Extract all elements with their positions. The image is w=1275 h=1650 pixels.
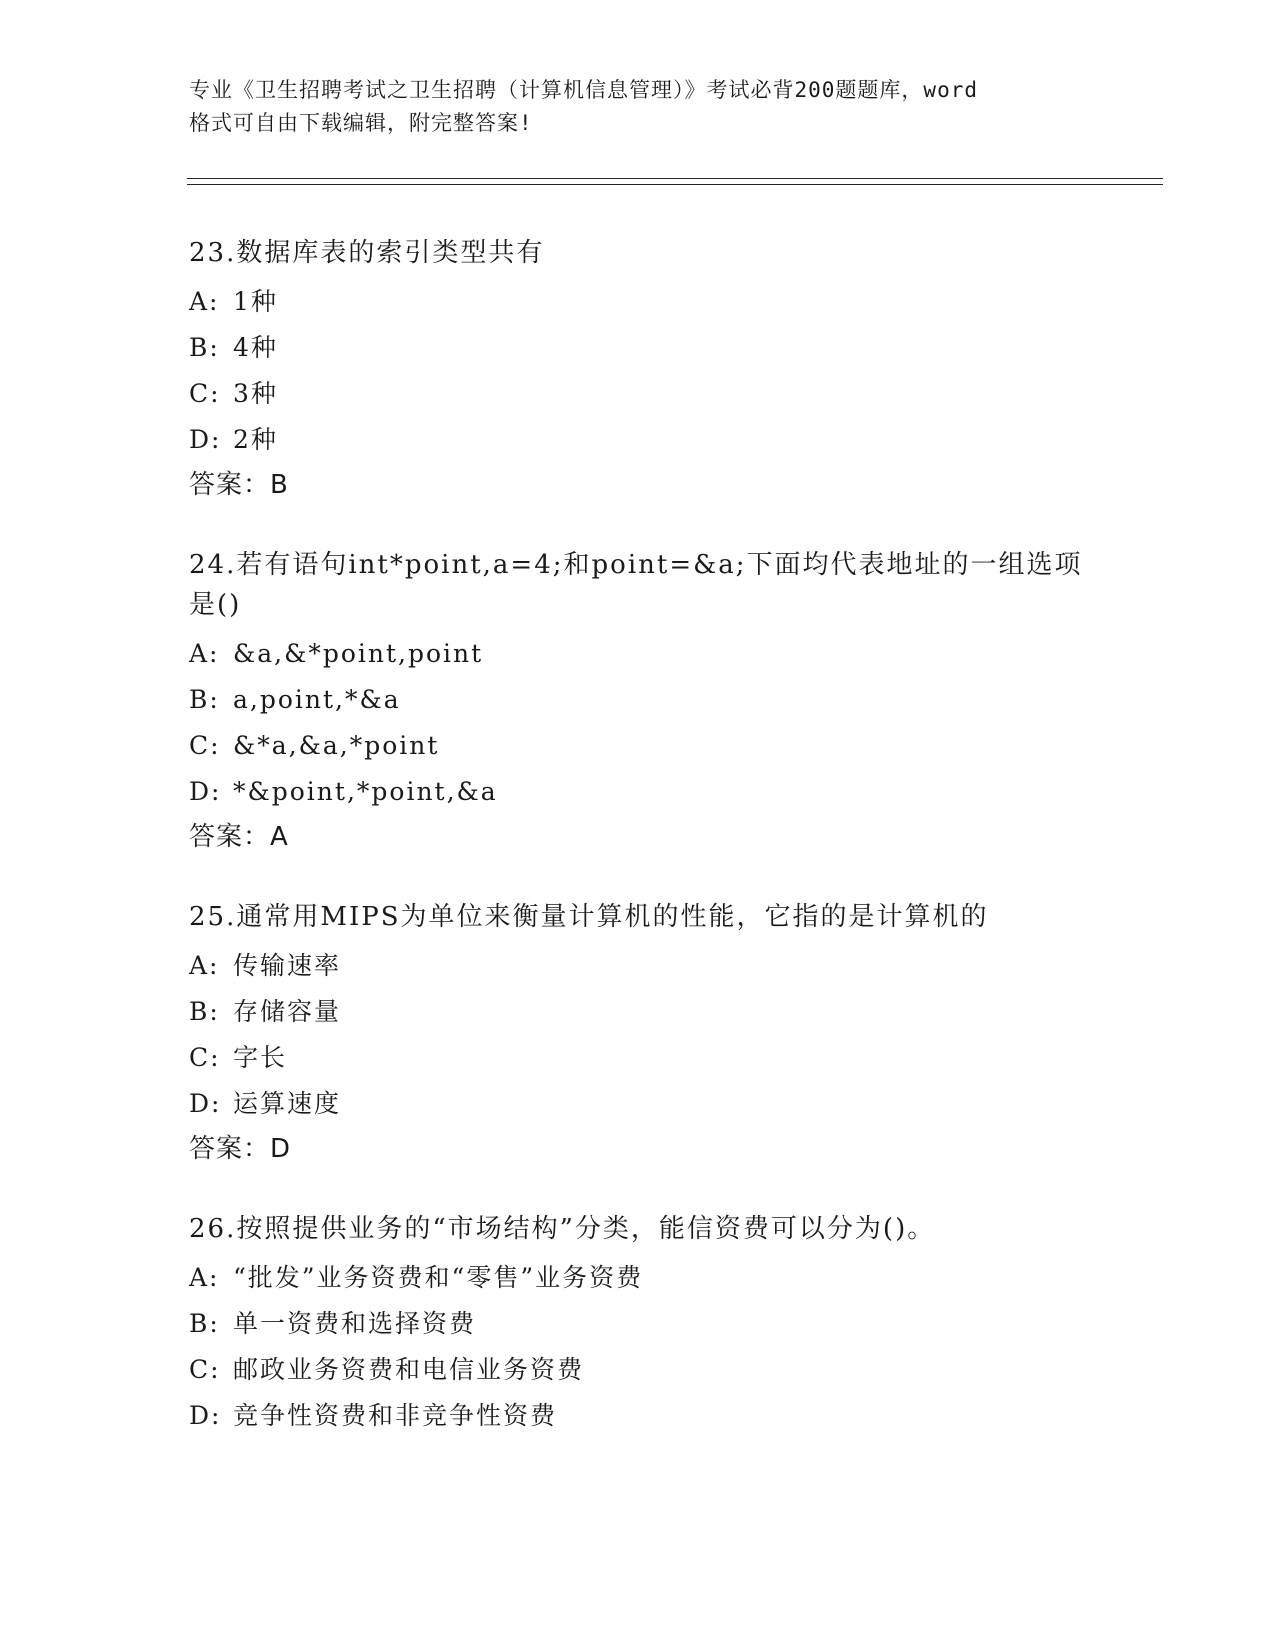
option-c xyxy=(189,1347,1149,1393)
document-header xyxy=(189,74,1089,140)
question-stem: 25.通常用MIPS为单位来衡量计算机的性能，它指的是计算机的 xyxy=(189,902,989,932)
question-stem: 26.按照提供业务的“市场结构”分类，能信资费可以分为()。 xyxy=(189,1214,936,1244)
question-23 xyxy=(189,233,1149,507)
option-text: 3种 xyxy=(233,379,278,408)
option-key: B: xyxy=(189,997,220,1026)
option-text: *&point,*point,&a xyxy=(233,777,498,806)
option-b xyxy=(189,1301,1149,1347)
question-stem-line-2: 是() xyxy=(189,590,242,620)
option-a xyxy=(189,1255,1149,1301)
option-text: 1种 xyxy=(233,287,278,316)
option-text: 运算速度 xyxy=(233,1089,342,1118)
option-d xyxy=(189,417,1149,463)
option-b xyxy=(189,989,1149,1035)
answer-line: 答案：A xyxy=(189,822,289,852)
option-text: 存储容量 xyxy=(233,997,342,1026)
option-text: 邮政业务资费和电信业务资费 xyxy=(233,1355,585,1384)
option-d xyxy=(189,769,1149,815)
option-key: C: xyxy=(189,731,221,760)
option-c xyxy=(189,371,1149,417)
answer-line: 答案：B xyxy=(189,470,289,500)
header-divider-top xyxy=(187,178,1163,179)
option-text: 2种 xyxy=(233,425,278,454)
option-text: 单一资费和选择资费 xyxy=(233,1309,477,1338)
option-key: B: xyxy=(189,333,220,362)
option-key: D: xyxy=(189,777,222,806)
question-26 xyxy=(189,1209,1149,1439)
question-stem: 23.数据库表的索引类型共有 xyxy=(189,238,545,268)
option-text: &*a,&a,*point xyxy=(233,731,440,760)
option-c xyxy=(189,1035,1149,1081)
option-a xyxy=(189,279,1149,325)
option-a xyxy=(189,631,1149,677)
question-stem xyxy=(189,545,1149,625)
option-key: D: xyxy=(189,1089,222,1118)
header-line-2: 格式可自由下载编辑，附完整答案! xyxy=(189,111,533,135)
answer-line: 答案：D xyxy=(189,1134,292,1164)
option-key: C: xyxy=(189,1355,221,1384)
option-key: B: xyxy=(189,1309,220,1338)
option-text: 竞争性资费和非竞争性资费 xyxy=(233,1401,558,1430)
option-key: A: xyxy=(189,287,220,316)
option-text: 4种 xyxy=(233,333,278,362)
option-d xyxy=(189,1081,1149,1127)
header-divider-bottom xyxy=(187,184,1163,185)
option-key: D: xyxy=(189,425,222,454)
option-key: B: xyxy=(189,685,220,714)
question-stem-line-1: 24.若有语句int*point,a=4;和point=&a;下面均代表地址的一组选项 xyxy=(189,550,1083,580)
option-d xyxy=(189,1393,1149,1439)
option-b xyxy=(189,325,1149,371)
option-text: a,point,*&a xyxy=(233,685,401,714)
question-25 xyxy=(189,897,1149,1171)
question-24 xyxy=(189,545,1149,859)
option-text: 传输速率 xyxy=(233,951,342,980)
option-key: A: xyxy=(189,639,220,668)
option-b xyxy=(189,677,1149,723)
option-c xyxy=(189,723,1149,769)
option-a xyxy=(189,943,1149,989)
header-line-1: 专业《卫生招聘考试之卫生招聘（计算机信息管理）》考试必背200题题库，word xyxy=(189,78,978,102)
option-key: C: xyxy=(189,1043,221,1072)
option-key: C: xyxy=(189,379,221,408)
option-key: A: xyxy=(189,1263,220,1292)
option-key: A: xyxy=(189,951,220,980)
question-list xyxy=(189,233,1149,1477)
option-text: &a,&*point,point xyxy=(233,639,484,668)
option-text: “批发”业务资费和“零售”业务资费 xyxy=(233,1263,644,1292)
option-key: D: xyxy=(189,1401,222,1430)
option-text: 字长 xyxy=(233,1043,288,1072)
